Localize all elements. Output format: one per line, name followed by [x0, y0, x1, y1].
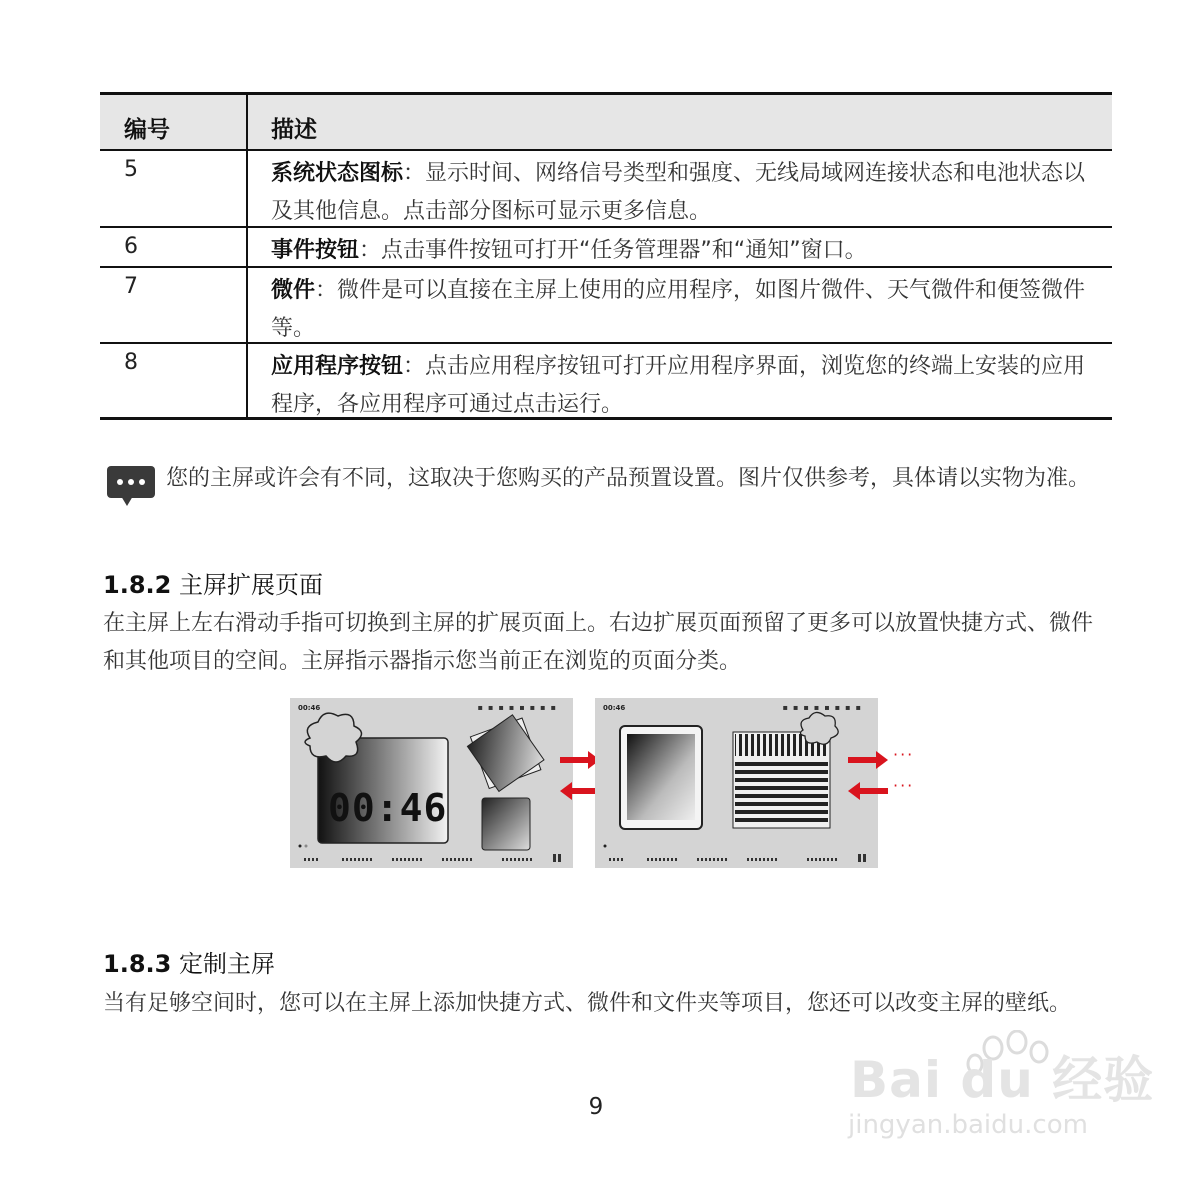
row-description [271, 348, 1101, 424]
row-number: 8 [124, 350, 138, 375]
dock-bar [304, 858, 554, 862]
status-icons: ▪▪▪▪▪▪▪▪ [477, 703, 561, 712]
section-body: 在主屏上左右滑动手指可切换到主屏的扩展页面上。右边扩展页面预留了更多可以放置快捷方式、微件和其他项目的空间。主屏指示器指示您当前正在浏览的页面分类。 [103, 611, 1094, 674]
app-grid-icon [858, 854, 866, 862]
ellipsis: ··· [893, 745, 915, 764]
app-grid-icon [553, 854, 561, 862]
clock-time: 00:46 [328, 786, 448, 830]
section-heading [103, 565, 323, 600]
arrow-right-icon [848, 757, 878, 763]
row-term: 事件按钮 [271, 238, 360, 263]
dock-bar [609, 858, 859, 862]
row-text: ：显示时间、网络信号类型和强度、无线局域网连接状态和电池状态以及其他信息。点击部分图标可显示更多信息。 [271, 161, 1086, 224]
note-text: 您的主屏或许会有不同，这取决于您购买的产品预置设置。图片仅供参考，具体请以实物为准。 [166, 466, 1091, 491]
row-number: 7 [124, 274, 138, 299]
column-divider [246, 92, 248, 419]
row-text: ：微件是可以直接在主屏上使用的应用程序，如图片微件、天气微件和便签微件等。 [271, 278, 1086, 341]
watermark-url: jingyan.baidu.com [848, 1110, 1088, 1140]
row-number: 6 [124, 234, 138, 259]
section-body: 当有足够空间时，您可以在主屏上添加快捷方式、微件和文件夹等项目，您还可以改变主屏的壁纸。 [103, 991, 1072, 1016]
table-row [100, 228, 1112, 268]
row-term: 微件 [271, 278, 316, 303]
row-number: 5 [124, 157, 138, 182]
table-bottom-rule [100, 417, 1112, 420]
home-screen-right [595, 698, 878, 868]
table-header [100, 92, 1112, 151]
clock-widget-graphic [290, 698, 573, 868]
header-description: 描述 [271, 117, 317, 143]
row-text: ：点击事件按钮可打开“任务管理器”和“通知”窗口。 [359, 238, 867, 263]
section-heading [103, 944, 275, 979]
ellipsis: ··· [893, 776, 915, 795]
section-number: 1.8.3 [103, 950, 172, 978]
row-term: 应用程序按钮 [271, 354, 404, 379]
row-description [271, 272, 1101, 348]
home-screen-left [290, 698, 573, 868]
header-number: 编号 [124, 117, 170, 143]
table-row [100, 344, 1112, 419]
table-row [100, 268, 1112, 344]
status-icons: ▪▪▪▪▪▪▪▪ [782, 703, 866, 712]
row-description [271, 232, 1101, 270]
status-time: 00:46 [603, 704, 626, 712]
extended-page-graphic [595, 698, 878, 868]
table-row [100, 151, 1112, 228]
section-number: 1.8.2 [103, 571, 172, 599]
section-title: 主屏扩展页面 [178, 571, 323, 599]
row-text: ：点击应用程序按钮可打开应用程序界面，浏览您的终端上安装的应用程序，各应用程序可通过点击运行。 [271, 354, 1086, 417]
arrow-left-icon [858, 788, 888, 794]
speech-bubble-icon [107, 466, 155, 498]
row-term: 系统状态图标 [271, 161, 404, 186]
watermark-brand: Bai du 经验 [850, 1051, 1155, 1109]
page-number: 9 [588, 1094, 604, 1120]
arrow-right-icon [560, 757, 590, 763]
status-time: 00:46 [298, 704, 321, 712]
row-description [271, 155, 1101, 231]
section-title: 定制主屏 [178, 950, 275, 978]
